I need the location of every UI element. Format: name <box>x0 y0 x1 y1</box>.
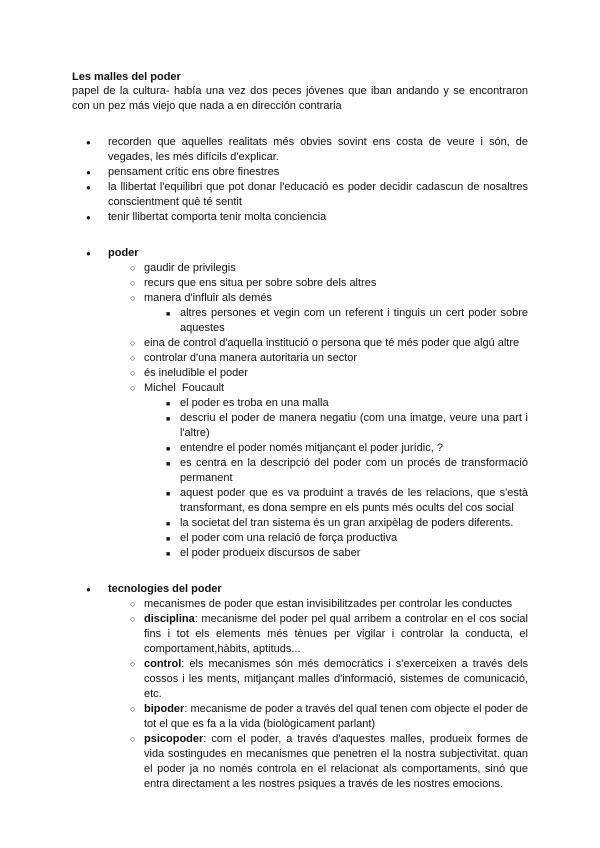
list-item: ○ mecanismes de poder que estan invisibilitzades per controlar les conductes <box>108 597 528 612</box>
list-item: ■ entendre el poder només mitjançant el poder jurídic, ? <box>144 441 528 456</box>
list-item <box>108 702 528 732</box>
list-item: ● recorden que aquelles realitats més obvies sovint ens costa de veure i són, de vegades, les més difícils d'explicar. <box>72 135 528 165</box>
document-page <box>72 70 528 792</box>
list-item <box>108 381 528 561</box>
list-item: ■ descriu el poder de manera negatiu (com una imatge, veure una part i l'altre) <box>144 411 528 441</box>
list-item <box>108 732 528 792</box>
tecnologies-section <box>72 582 528 792</box>
section-heading: tecnologies del poder <box>108 583 222 595</box>
list-item: ○ controlar d'una manera autoritaria un sector <box>108 351 528 366</box>
list-item: ■ es centra en la descripció del poder com un procés de transformació permanent <box>144 456 528 486</box>
list-item <box>108 612 528 657</box>
list-item: ● la llibertat l'equilibri que pot donar l'educació es poder decidir cadascun de nosaltres conscientment què té sentit <box>72 180 528 210</box>
list-item: ● tenir llibertat comporta tenir molta conciencia <box>72 210 528 225</box>
definition: : els mecanismes són més democràtics i s'exerceixen a través dels cossos i les ments, mitjançant malles d'informació, sistemes de comunicació, etc. <box>144 658 528 700</box>
list-item: ○ eina de control d'aquella institució o persona que té més poder que algú altre <box>108 336 528 351</box>
list-item: ■ el poder com una relació de força productiva <box>144 531 528 546</box>
definition: : com el poder, a través d'aquestes malles, produeix formes de vida sostingudes en mecanismes que penetren el la nostra subjectivitat. quan el poder ja no només controla en el relacionat als comportaments, sinó que entra directament a les nostres psiques a través de les nostres emocions. <box>144 733 528 790</box>
list-item: ○ gaudir de privilegis <box>108 261 528 276</box>
list-item: ■ altres persones et vegin com un referent i tinguis un cert poder sobre aquestes <box>144 306 528 336</box>
list-item-text: manera d'influir als demés <box>144 292 273 304</box>
definition: : mecanisme de poder a través del qual tenen com objecte el poder de tot el que es fa a la vida (biològicament parlant) <box>144 703 528 730</box>
intro-paragraph: papel de la cultura- había una vez dos peces jóvenes que iban andando y se encontraron con un pez más viejo que nada a en dirección contraria <box>72 85 528 112</box>
section-heading: poder <box>108 247 139 259</box>
list-item: ■ la societat del tran sistema és un gran arxipèlag de poders diferents. <box>144 516 528 531</box>
term: psicopoder <box>144 733 204 745</box>
list-item <box>108 291 528 336</box>
tecnologies-list <box>108 597 528 792</box>
list-item-text: Michel Foucault <box>144 382 225 394</box>
poder-list <box>108 261 528 561</box>
definition: : mecanisme del poder pel qual arribem a controlar en el cos social fins i tot els elements més tènues per vigilar i controlar la conducta, el comportament,hàbits, aptituds... <box>144 613 528 655</box>
list-item: ■ el poder es troba en una malla <box>144 396 528 411</box>
foucault-sub-list <box>144 396 528 561</box>
document-title: Les malles del poder <box>72 71 181 83</box>
list-item: ■ aquest poder que es va produint a través de les relacions, que s'està transformant, es dona sempre en els punts més ocults del cos social <box>144 486 528 516</box>
term: control <box>144 658 182 670</box>
list-item <box>108 657 528 702</box>
poder-heading-item <box>72 246 528 561</box>
term: disciplina <box>144 613 195 625</box>
sub-list <box>144 306 528 336</box>
list-item: ○ recurs que ens situa per sobre sobre dels altres <box>108 276 528 291</box>
poder-section <box>72 246 528 561</box>
intro-bullet-list <box>72 135 528 225</box>
list-item: ■ el poder produeix discursos de saber <box>144 546 528 561</box>
term: bipoder <box>144 703 185 715</box>
list-item: ● pensament crític ens obre finestres <box>72 165 528 180</box>
list-item: ○ és ineludible el poder <box>108 366 528 381</box>
tecnologies-heading-item <box>72 582 528 792</box>
